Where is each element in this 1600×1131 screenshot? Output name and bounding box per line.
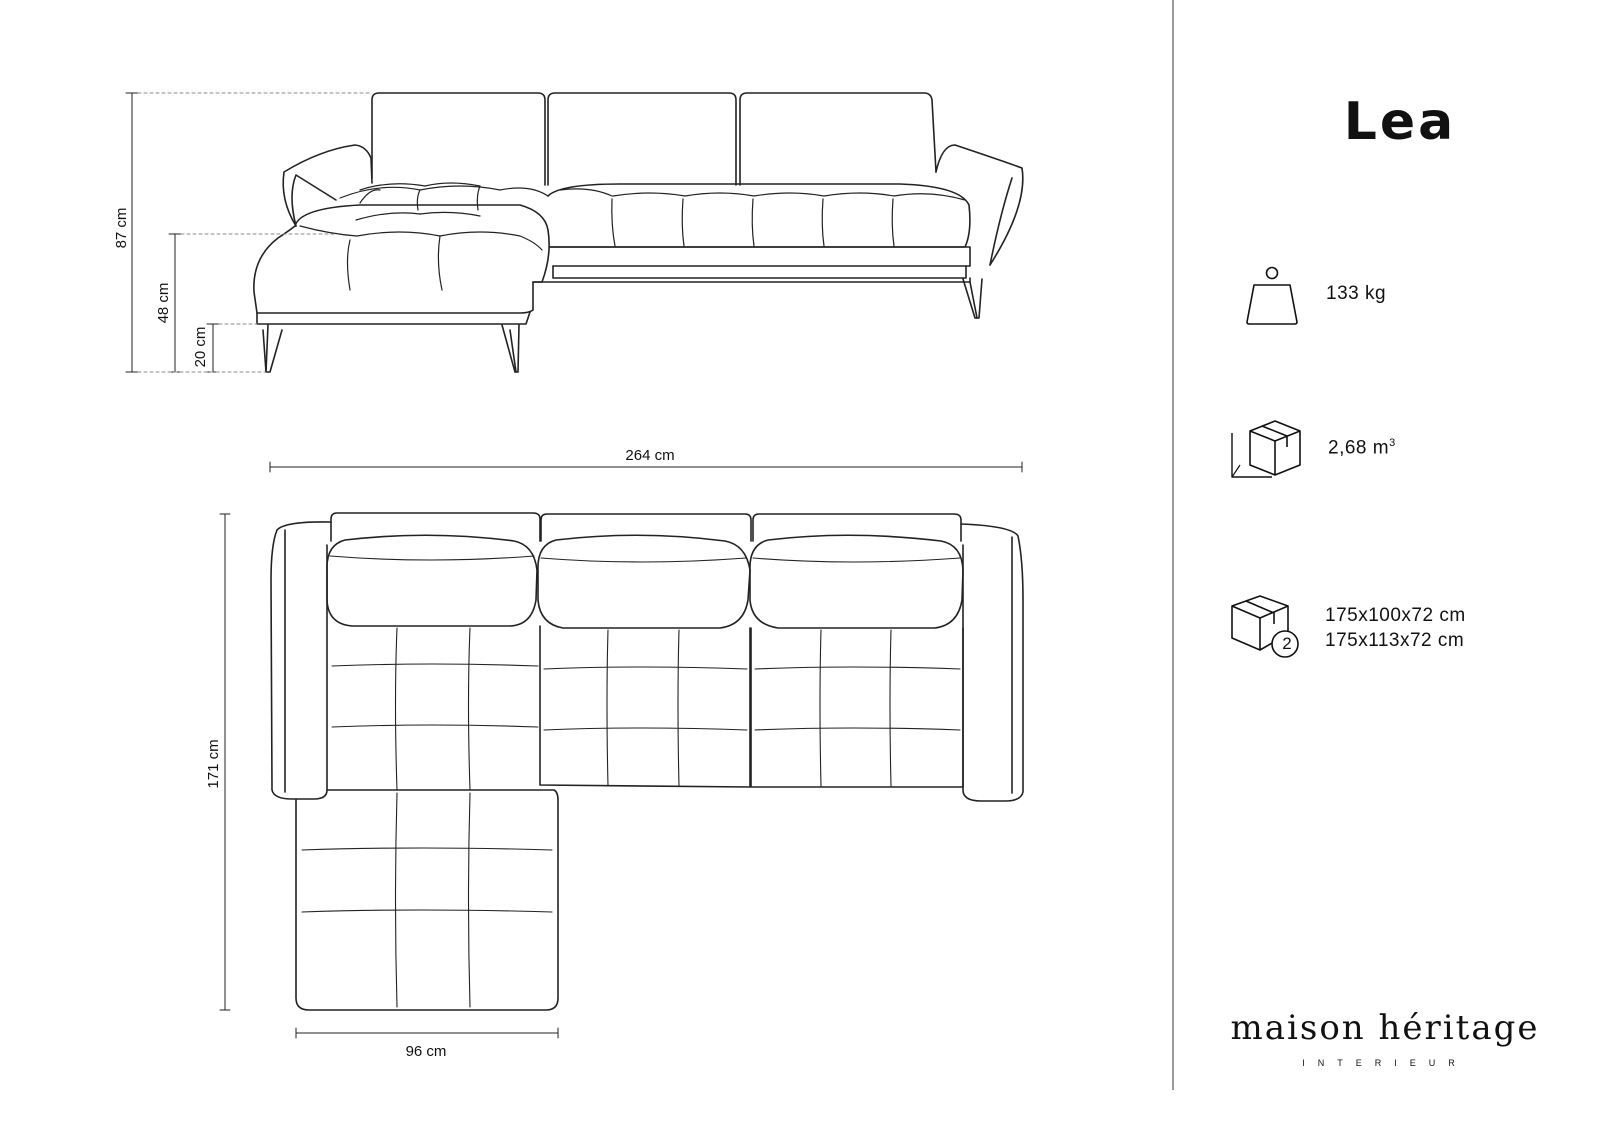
leg-height-label: 20 cm bbox=[192, 326, 209, 368]
box-volume-icon bbox=[1230, 415, 1310, 490]
top-right-arm bbox=[961, 524, 1023, 801]
weight-icon bbox=[1240, 265, 1300, 327]
volume-unit-sup: 3 bbox=[1389, 437, 1396, 449]
chaise-seat bbox=[254, 205, 549, 313]
package-size-2: 175x113x72 cm bbox=[1325, 630, 1465, 651]
chaise-width-label: 96 cm bbox=[405, 1043, 447, 1060]
weight-value: 133 kg bbox=[1326, 283, 1387, 304]
product-title: Lea bbox=[1343, 92, 1457, 152]
back-cushion-left bbox=[372, 93, 545, 185]
volume-value bbox=[1328, 437, 1396, 459]
front-leg-left bbox=[266, 325, 282, 372]
volume-number: 2,68 m bbox=[1328, 437, 1390, 459]
seat-height-label: 48 cm bbox=[155, 282, 172, 324]
left-arm bbox=[283, 145, 372, 226]
package-size-1: 175x100x72 cm bbox=[1325, 605, 1466, 626]
top-back-cushion-3 bbox=[750, 535, 963, 628]
depth-total-label: 171 cm bbox=[205, 739, 222, 789]
back-cushion-middle bbox=[548, 93, 736, 185]
back-cushion-right bbox=[740, 93, 936, 185]
vertical-divider bbox=[1172, 0, 1174, 1090]
top-view bbox=[271, 513, 1023, 1010]
brand-tagline: INTERIEUR bbox=[1302, 1058, 1468, 1068]
top-back-cushion-2 bbox=[538, 535, 750, 628]
packages-count: 2 bbox=[1282, 634, 1292, 653]
chaise-width-dimension bbox=[296, 1028, 558, 1038]
height-dimensions bbox=[126, 93, 372, 372]
top-left-arm bbox=[271, 522, 331, 799]
brand-logo: maison héritage bbox=[1230, 1008, 1540, 1048]
top-back-cushion-1 bbox=[327, 535, 537, 626]
front-view bbox=[254, 93, 1023, 372]
width-total-label: 264 cm bbox=[625, 447, 675, 464]
height-total-label: 87 cm bbox=[113, 207, 130, 249]
